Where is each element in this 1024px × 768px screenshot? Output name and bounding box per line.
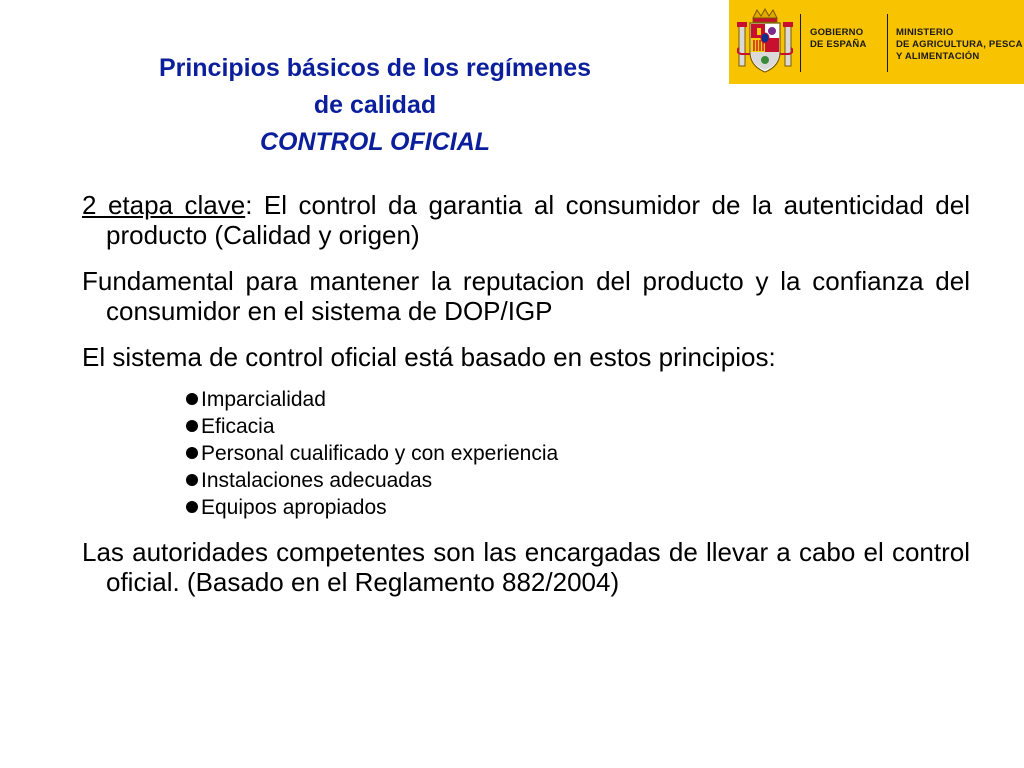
etapa-clave-label: 2 etapa clave bbox=[82, 190, 246, 220]
list-item bbox=[186, 494, 970, 521]
bullet-text: Imparcialidad bbox=[201, 388, 326, 411]
coat-of-arms-icon bbox=[737, 8, 793, 78]
bullet-icon bbox=[186, 420, 198, 432]
slide-title bbox=[70, 50, 680, 161]
paragraph-etapa-clave bbox=[82, 190, 970, 250]
bullet-icon bbox=[186, 474, 198, 486]
paragraph-fundamental: Fundamental para mantener la reputacion del producto y la confianza del consumidor en el sistema de DOP/IGP bbox=[82, 266, 970, 326]
etapa-clave-text: : El control da garantia al consumidor de la autenticidad del producto (Calidad y origen) bbox=[106, 190, 971, 250]
ministerio-line-1: MINISTERIO bbox=[896, 27, 954, 38]
gobierno-line-2: DE ESPAÑA bbox=[810, 39, 867, 50]
title-line-2: de calidad bbox=[313, 91, 437, 119]
bullet-text: Personal cualificado y con experiencia bbox=[201, 442, 559, 465]
title-line-3: CONTROL OFICIAL bbox=[259, 128, 491, 156]
slide-body bbox=[82, 190, 970, 613]
principles-list bbox=[82, 386, 970, 521]
gobierno-line-1: GOBIERNO bbox=[810, 27, 864, 38]
ministerio-label bbox=[896, 27, 1023, 63]
bullet-icon bbox=[186, 447, 198, 459]
paragraph-principios: El sistema de control oficial está basado en estos principios: bbox=[82, 342, 776, 372]
bullet-icon bbox=[186, 501, 198, 513]
ministerio-line-3: Y ALIMENTACIÓN bbox=[896, 51, 980, 62]
gobierno-label bbox=[810, 27, 867, 51]
ministerio-line-2: DE AGRICULTURA, PESCA bbox=[896, 39, 1023, 50]
bullet-text: Equipos apropiados bbox=[201, 496, 387, 519]
government-logo-banner bbox=[729, 0, 1024, 84]
paragraph-autoridades: Las autoridades competentes son las encargadas de llevar a cabo el control oficial. (Basado en el Reglamento 882/2004) bbox=[82, 537, 970, 597]
list-item bbox=[186, 413, 970, 440]
list-item bbox=[186, 440, 970, 467]
bullet-text: Eficacia bbox=[201, 415, 275, 438]
title-line-1: Principios básicos de los regímenes bbox=[158, 54, 592, 82]
bullet-icon bbox=[186, 393, 198, 405]
logo-divider bbox=[800, 14, 801, 72]
list-item bbox=[186, 467, 970, 494]
logo-divider bbox=[887, 14, 888, 72]
bullet-text: Instalaciones adecuadas bbox=[201, 469, 433, 492]
list-item bbox=[186, 386, 970, 413]
